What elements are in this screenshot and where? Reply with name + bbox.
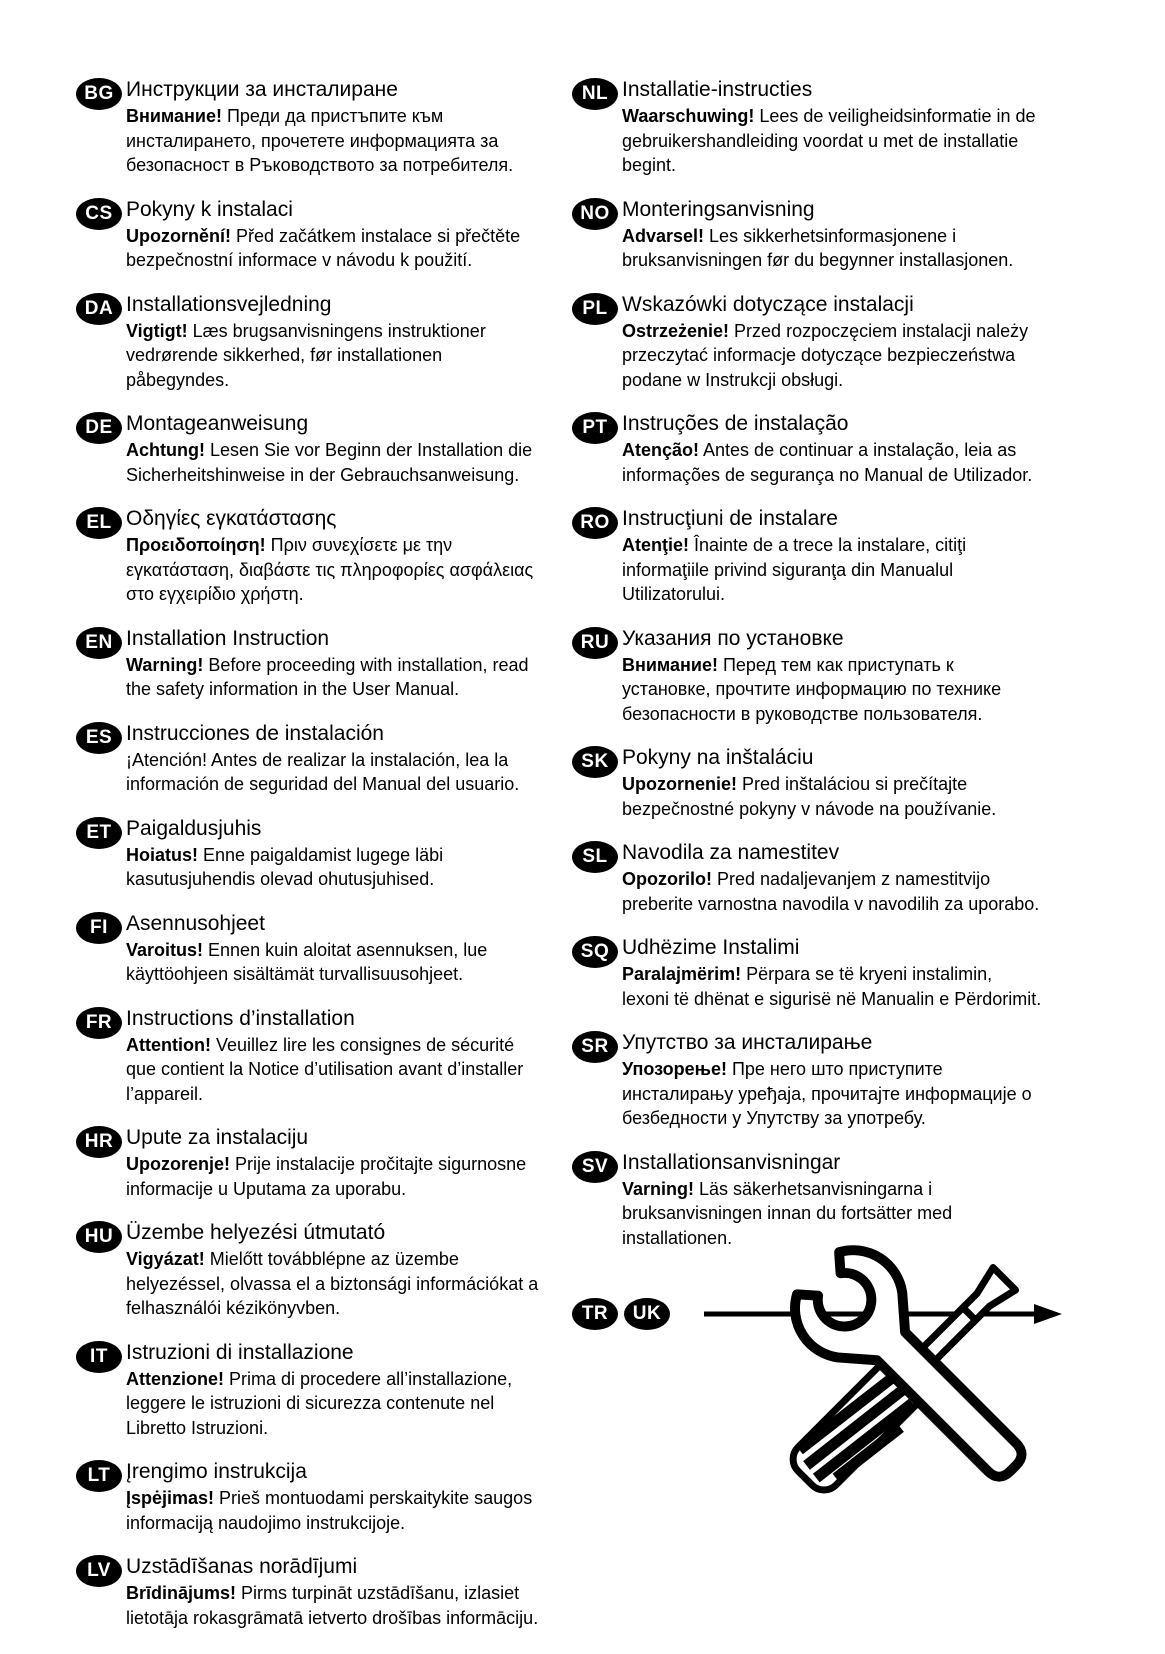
- language-column-right: [572, 76, 1042, 1334]
- language-entry: [572, 196, 1042, 273]
- language-badge: SL: [572, 841, 618, 873]
- entry-body: Пре него што приступите инсталирању уређаја, прочитајте информације о безбедности у Упутству за употребу.: [622, 1059, 1032, 1128]
- entry-title: Instructions d’installation: [126, 1006, 355, 1030]
- language-badge: PT: [572, 412, 618, 444]
- warning-word: Upozorenje!: [126, 1154, 231, 1174]
- language-entry: [76, 410, 546, 487]
- entry-title: Pokyny k instalaci: [126, 197, 293, 221]
- warning-word: Warning!: [126, 654, 204, 675]
- entry-title: Installation Instruction: [126, 626, 330, 650]
- language-column-left: [76, 76, 546, 1648]
- entry-body-paragraph: [622, 962, 1042, 1011]
- language-entry: [76, 1339, 546, 1441]
- entry-body: Before proceeding with installation, read the safety information in the User Manual.: [126, 654, 529, 699]
- warning-word: ¡Atención!: [126, 749, 208, 770]
- warning-word: Vigyázat!: [126, 1249, 205, 1269]
- language-entry: [76, 1553, 546, 1630]
- warning-word: Внимание!: [126, 106, 222, 126]
- entry-title: Instrucciones de instalación: [126, 721, 384, 745]
- warning-word: Упозорење!: [622, 1059, 727, 1079]
- entry-body-paragraph: [622, 319, 1042, 393]
- language-entry: [76, 1458, 546, 1535]
- language-badge: ET: [76, 817, 122, 849]
- entry-body: Pred nadaljevanjem z namestitvijo preberite varnostna navodila v navodilih za uporabo.: [622, 869, 1040, 914]
- warning-word: Upozornění!: [126, 225, 231, 246]
- language-badge: HR: [76, 1126, 122, 1158]
- language-badge: CS: [76, 198, 122, 230]
- entry-body-paragraph: [126, 653, 546, 702]
- entry-body: Läs säkerhetsanvisningarna i bruksanvisningen innan du fortsätter med installationen.: [622, 1178, 953, 1248]
- language-badge: SR: [572, 1031, 618, 1063]
- entry-title: Installationsanvisningar: [622, 1150, 841, 1174]
- entry-body: Před začátkem instalace si přečtěte bezpečnostní informace v návodu k použití.: [126, 225, 521, 270]
- entry-body-paragraph: [622, 772, 1042, 821]
- entry-body: Prije instalacije pročitajte sigurnosne informacije u Uputama za uporabu.: [126, 1154, 527, 1199]
- warning-word: Внимание!: [622, 654, 718, 675]
- entry-body: Antes de continuar a instalação, leia as informações de segurança no Manual de Utilizador.: [622, 440, 1033, 485]
- entry-title: Navodila za namestitev: [622, 841, 840, 864]
- language-badge: FI: [76, 912, 122, 944]
- entry-body-paragraph: [622, 1057, 1042, 1131]
- entry-title: Installationsvejledning: [126, 292, 332, 316]
- entry-body-paragraph: [126, 1581, 546, 1630]
- entry-title: Paigaldusjuhis: [126, 816, 262, 840]
- entry-title: Installatie-instructies: [622, 78, 813, 101]
- language-badge-tr: TR: [572, 1298, 618, 1330]
- entry-body-paragraph: [126, 1367, 546, 1441]
- entry-title: Инструкции за инсталиране: [126, 78, 398, 101]
- entry-title: Udhëzime Instalimi: [622, 936, 800, 959]
- entry-body-paragraph: [126, 104, 546, 178]
- entry-body-paragraph: [622, 653, 1042, 727]
- entry-title: Instrucţiuni de instalare: [622, 507, 838, 530]
- warning-word: Varning!: [622, 1178, 695, 1199]
- entry-title: Istruzioni di installazione: [126, 1340, 354, 1364]
- entry-body-paragraph: [126, 224, 546, 273]
- warning-word: Advarsel!: [622, 225, 705, 246]
- language-entry: [572, 505, 1042, 607]
- warning-word: Atenção!: [622, 440, 700, 460]
- warning-word: Paralajmërim!: [622, 964, 742, 984]
- entry-title: Οδηγίες εγκατάστασης: [126, 507, 337, 530]
- entry-body-paragraph: [622, 438, 1042, 487]
- warning-word: Upozornenie!: [622, 774, 737, 794]
- warning-word: Įspėjimas!: [126, 1488, 215, 1508]
- language-entry: [572, 291, 1042, 393]
- entry-body: Πριν συνεχίσετε με την εγκατάσταση, διαβάστε τις πληροφορίες ασφάλειας στο εγχειρίδιο χρήστη.: [126, 535, 534, 604]
- language-badge: FR: [76, 1007, 122, 1039]
- language-entry: [76, 505, 546, 607]
- entry-body: Lesen Sie vor Beginn der Installation die Sicherheitshinweise in der Gebrauchsanweisung.: [126, 440, 533, 485]
- entry-body-paragraph: [126, 748, 546, 797]
- entry-title: Üzembe helyezési útmutató: [126, 1221, 386, 1244]
- language-entry: [572, 1149, 1042, 1251]
- warning-word: Achtung!: [126, 440, 205, 460]
- warning-word: Attenzione!: [126, 1368, 224, 1389]
- language-badge: EN: [76, 627, 122, 659]
- language-entry: [76, 1005, 546, 1107]
- entry-body-paragraph: [126, 1486, 546, 1535]
- entry-body: Перед тем как приступать к установке, прочтите информацию по технике безопасности в руководстве пользователя.: [622, 654, 1002, 724]
- warning-word: Ostrzeżenie!: [622, 320, 730, 341]
- language-entry: [572, 839, 1042, 916]
- language-badge: DE: [76, 412, 122, 444]
- language-entry: [76, 625, 546, 702]
- language-entry: [572, 625, 1042, 727]
- entry-body-paragraph: [622, 104, 1042, 178]
- entry-title: Uzstādīšanas norādījumi: [126, 1555, 358, 1578]
- language-badge: RO: [572, 507, 618, 539]
- entry-body: Ennen kuin aloitat asennuksen, lue käyttöohjeen sisältämät turvallisuusohjeet.: [126, 939, 488, 984]
- entry-title: Указания по установке: [622, 626, 844, 650]
- entry-body-paragraph: [622, 224, 1042, 273]
- entry-body: Înainte de a trece la instalare, citiţi informaţiile privind siguranţa din Manualul Utilizatorului.: [622, 535, 967, 604]
- language-entry: [572, 76, 1042, 178]
- entry-body: Prieš montuodami perskaitykite saugos informaciją naudojimo instrukcijoje.: [126, 1488, 533, 1533]
- language-badge: SK: [572, 746, 618, 778]
- language-badge: LT: [76, 1460, 122, 1492]
- language-badge: NL: [572, 78, 618, 110]
- entry-body: Përpara se të kryeni instalimin, lexoni të dhënat e sigurisë në Manualin e Përdorimit.: [622, 964, 1042, 1009]
- language-entry: [76, 1219, 546, 1321]
- entry-title: Упутство за инсталирање: [622, 1031, 873, 1054]
- entry-body-paragraph: [622, 867, 1042, 916]
- language-entry: [76, 815, 546, 892]
- language-entry: [572, 410, 1042, 487]
- language-entry: [76, 76, 546, 178]
- warning-word: Atenţie!: [622, 535, 689, 555]
- entry-body: Les sikkerhetsinformasjonene i bruksanvisningen før du begynner installasjonen.: [622, 225, 1014, 270]
- entry-title: Instruções de instalação: [622, 412, 849, 435]
- entry-body: Læs brugsanvisningens instruktioner vedrørende sikkerhed, før installationen påbegyndes.: [126, 320, 486, 390]
- entry-body-paragraph: [126, 319, 546, 393]
- entry-title: Wskazówki dotyczące instalacji: [622, 292, 914, 316]
- language-entry: [76, 720, 546, 797]
- entry-body: Enne paigaldamist lugege läbi kasutusjuhendis olevad ohutusjuhised.: [126, 844, 444, 889]
- entry-body: Veuillez lire les consignes de sécurité que contient la Notice d’utilisation avant d’installer l’appareil.: [126, 1034, 524, 1104]
- entry-title: Pokyny na inštaláciu: [622, 746, 814, 769]
- entry-body-paragraph: [126, 843, 546, 892]
- warning-word: Varoitus!: [126, 939, 204, 960]
- entry-body: Przed rozpoczęciem instalacji należy przeczytać informacje dotyczące bezpieczeństwa podane w Instrukcji obsługi.: [622, 320, 1029, 390]
- language-badge: RU: [572, 627, 618, 659]
- entry-body-paragraph: [126, 1033, 546, 1107]
- language-badge: BG: [76, 78, 122, 110]
- language-badge-uk: UK: [624, 1298, 670, 1330]
- warning-word: Hoiatus!: [126, 844, 198, 865]
- language-badge: ES: [76, 722, 122, 754]
- language-badge: HU: [76, 1221, 122, 1253]
- wrench-screwdriver-icon: [782, 1236, 1040, 1541]
- language-badge: EL: [76, 507, 122, 539]
- warning-word: Waarschuwing!: [622, 106, 755, 126]
- entry-body-paragraph: [126, 938, 546, 987]
- entry-body: Lees de veiligheidsinformatie in de gebruikershandleiding voordat u met de installatie begint.: [622, 106, 1036, 175]
- entry-title: Asennusohjeet: [126, 911, 265, 935]
- warning-word: Attention!: [126, 1034, 211, 1055]
- language-badge: SQ: [572, 936, 618, 968]
- warning-word: Opozorilo!: [622, 869, 712, 889]
- entry-body-paragraph: [126, 1152, 546, 1201]
- language-badge: PL: [572, 293, 618, 325]
- language-entry: [76, 1124, 546, 1201]
- language-badge: LV: [76, 1555, 122, 1587]
- entry-body: Преди да пристъпите към инсталирането, прочетете информацията за безопасност в Ръководството за потребителя.: [126, 106, 514, 175]
- language-entry: [572, 934, 1042, 1011]
- language-entry: [76, 196, 546, 273]
- language-entry: [572, 1029, 1042, 1131]
- entry-body: Prima di procedere all’installazione, leggere le istruzioni di sicurezza contenute nel Libretto Istruzioni.: [126, 1368, 513, 1438]
- entry-body: Pirms turpināt uzstādīšanu, izlasiet lietotāja rokasgrāmatā ietverto drošības informāciju.: [126, 1583, 539, 1628]
- language-badge: DA: [76, 293, 122, 325]
- entry-title: Upute za instalaciju: [126, 1126, 309, 1149]
- entry-body: Antes de realizar la instalación, lea la información de seguridad del Manual del usuario.: [126, 749, 520, 794]
- warning-word: Προειδοποίηση!: [126, 535, 266, 555]
- language-entry: [76, 910, 546, 987]
- language-entry: [76, 291, 546, 393]
- entry-body-paragraph: [126, 1247, 546, 1321]
- language-entry: [572, 744, 1042, 821]
- language-badge: SV: [572, 1151, 618, 1183]
- language-badge: IT: [76, 1341, 122, 1373]
- entry-title: Montageanweisung: [126, 412, 309, 435]
- language-badge: NO: [572, 198, 618, 230]
- entry-body-paragraph: [126, 533, 546, 607]
- entry-body: Pred inštaláciou si prečítajte bezpečnostné pokyny v návode na používanie.: [622, 774, 997, 819]
- entry-body: Mielőtt továbblépne az üzembe helyezéssel, olvassa el a biztonsági információkat a felhasználói kézikönyvben.: [126, 1249, 539, 1318]
- warning-word: Vigtigt!: [126, 320, 188, 341]
- entry-title: Įrengimo instrukcija: [126, 1460, 307, 1483]
- entry-body-paragraph: [622, 533, 1042, 607]
- entry-title: Monteringsanvisning: [622, 197, 815, 221]
- entry-body-paragraph: [126, 438, 546, 487]
- warning-word: Brīdinājums!: [126, 1583, 237, 1603]
